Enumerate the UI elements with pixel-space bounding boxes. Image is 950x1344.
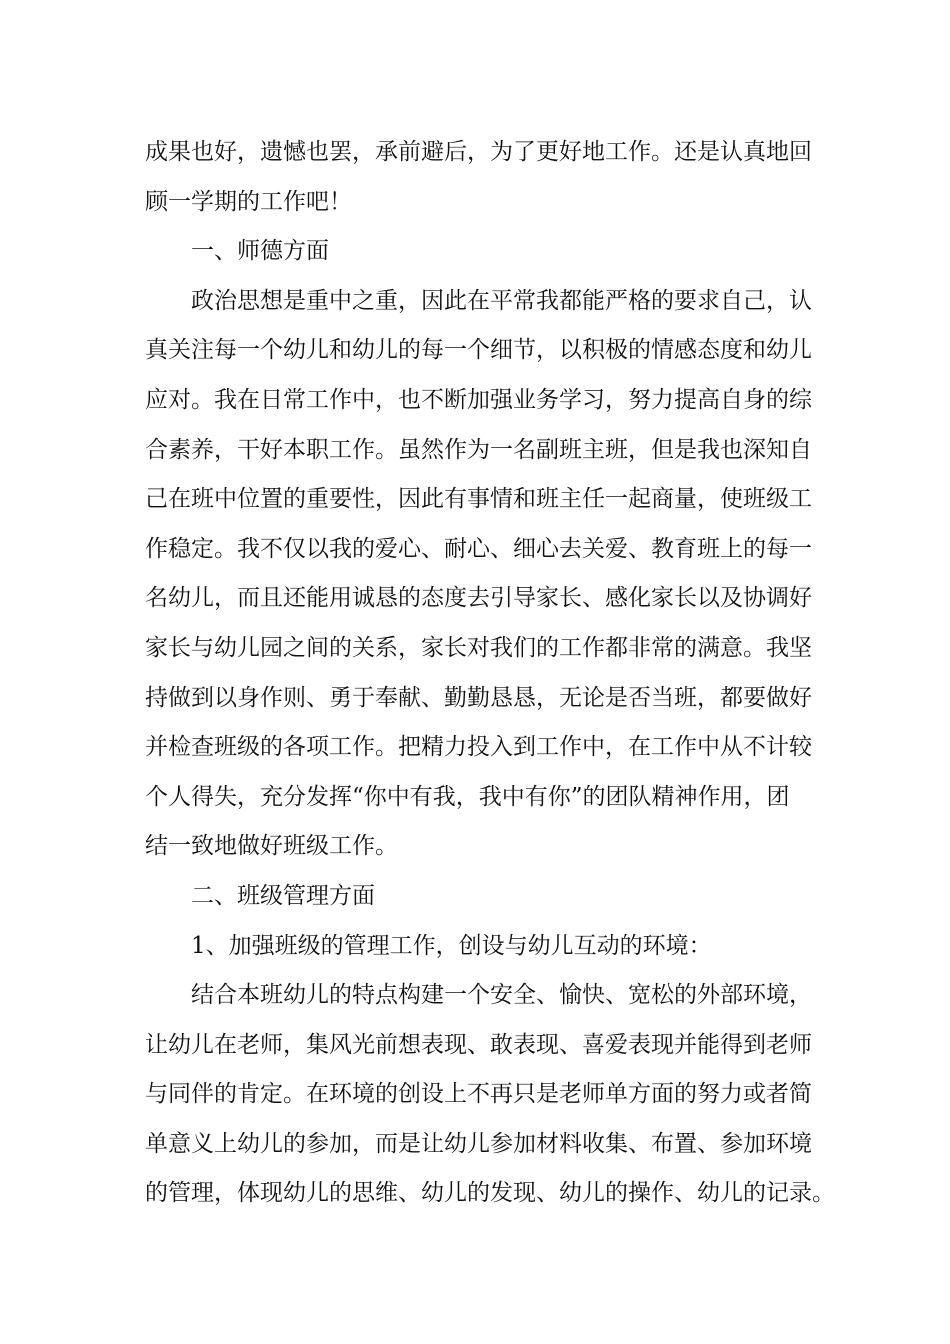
text-line: 应对。我在日常工作中，也不断加强业务学习，努力提高自身的综 [145, 386, 812, 413]
text-line: 单意义上幼儿的参加，而是让幼儿参加材料收集、布置、参加环境 [145, 1130, 812, 1157]
text-line: 的管理，体现幼儿的思维、幼儿的发现、幼儿的操作、幼儿的记录。 [145, 1180, 835, 1207]
text-line: 个人得失，充分发挥“你中有我，我中有你”的团队精神作用，团 [145, 783, 790, 810]
text-line: 合素养，干好本职工作。虽然作为一名副班主班，但是我也深知自 [145, 436, 812, 463]
text-line: 顾一学期的工作吧！ [145, 188, 352, 215]
text-line: 与同伴的肯定。在环境的创设上不再只是老师单方面的努力或者简 [145, 1081, 812, 1108]
text-line: 己在班中位置的重要性，因此有事情和班主任一起商量，使班级工 [145, 486, 812, 513]
document-body [145, 128, 835, 1219]
text-line: 作稳定。我不仅以我的爱心、耐心、细心去关爱、教育班上的每一 [145, 535, 812, 562]
text-line: 成果也好，遗憾也罢，承前避后，为了更好地工作。还是认真地回 [145, 139, 812, 165]
text-line: 让幼儿在老师，集风光前想表现、敢表现、喜爱表现并能得到老师 [145, 1031, 812, 1058]
text-line: 政治思想是重中之重，因此在平常我都能严格的要求自己，认 [191, 287, 812, 314]
text-line: 并检查班级的各项工作。把精力投入到工作中，在工作中从不计较 [145, 734, 812, 761]
text-line: 真关注每一个幼儿和幼儿的每一个细节，以积极的情感态度和幼儿 [145, 337, 812, 364]
text-line: 结一致地做好班级工作。 [145, 833, 398, 860]
text-line: 一、师德方面 [191, 238, 329, 265]
text-line: 持做到以身作则、勇于奉献、勤勤恳恳，无论是否当班，都要做好 [145, 684, 812, 711]
text-line: 1、加强班级的管理工作，创设与幼儿互动的环境： [191, 932, 712, 959]
text-line: 名幼儿，而且还能用诚恳的态度去引导家长、感化家长以及协调好 [145, 585, 812, 612]
text-line: 二、班级管理方面 [191, 882, 375, 909]
text-line: 结合本班幼儿的特点构建一个安全、愉快、宽松的外部环境， [191, 982, 812, 1009]
text-line: 家长与幼儿园之间的关系，家长对我们的工作都非常的满意。我坚 [145, 634, 812, 661]
